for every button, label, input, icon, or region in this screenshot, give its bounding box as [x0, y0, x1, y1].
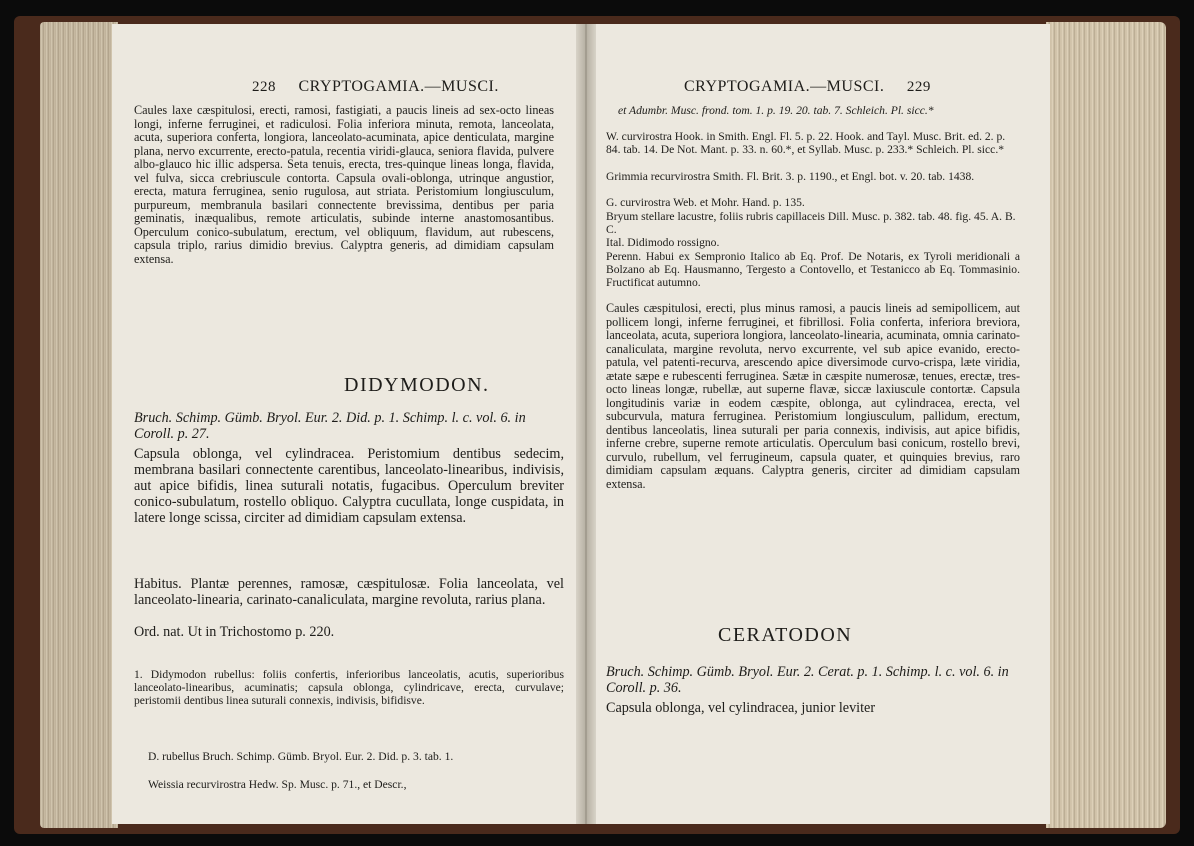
page-edges-right: [1046, 22, 1166, 828]
right-page: [588, 24, 1050, 824]
ceratodon-reference: Bruch. Schimp. Gümb. Bryol. Eur. 2. Cerat. p. 1. Schimp. l. c. vol. 6. in Coroll. p. 36.: [606, 664, 1009, 696]
synonym-d: G. curvirostra Web. et Mohr. Hand. p. 135.: [606, 196, 805, 209]
left-header-title: CRYPTOGAMIA.—MUSCI.: [298, 78, 499, 95]
left-para-1: [134, 104, 554, 266]
genus-reference: Bruch. Schimp. Gümb. Bryol. Eur. 2. Did. p. 1. Schimp. l. c. vol. 6. in Coroll. p. 27.: [134, 410, 526, 442]
genus-description: Capsula oblonga, vel cylindracea. Peristomium dentibus sedecim, membrana basilari connectente carentibus, lanceolato-linearibus, indivisis, aut apice bifidis, linea suturali notatis, fugacibus. Operculum breviter conico-subulatum, rostello obliquo. Calyptra cucullata, longe cuspidata, in latere longe scissa, circiter ad dimidiam capsulam extensa.: [134, 446, 564, 526]
synonym-e: Bryum stellare lacustre, foliis rubris capillaceis Dill. Musc. p. 382. tab. 48. fig. 45. A. B. C.: [606, 210, 1016, 236]
section-title-ceratodon: CERATODON: [718, 624, 853, 646]
synonym-a: et Adumbr. Musc. frond. tom. 1. p. 19. 20. tab. 7. Schleich. Pl. sicc.*: [618, 104, 934, 117]
left-page: [112, 24, 584, 824]
right-running-head: [684, 78, 931, 96]
synonym-line-1: D. rubellus Bruch. Schimp. Gümb. Bryol. Eur. 2. Did. p. 3. tab. 1.: [148, 750, 454, 763]
ord-nat-line: Ord. nat. Ut in Trichostomo p. 220.: [134, 624, 335, 640]
italian-name: Ital. Didimodo rossigno.: [606, 236, 720, 249]
right-page-number: 229: [906, 79, 931, 95]
description-paragraph: Caules laxe cæspitulosi, erecti, ramosi, fastigiati, a paucis lineis ad sex-octo lineas longi, inferne ferruginei, et radiculosi. Folia inferiora minuta, remota, lanceolata, acuta, superiora conferta, longiora, lanceolato-acuminata, apice denticulata, margine plana, nervo excurrente, erecto-patula, recentia viridi-glauca, seniora flavida, pulvere albo-glauco hic illic adspersa. Seta tenuis, erecta, tres-quinque lineas longa, flavida, vel fulva, sicca crebriuscule contorta. Capsula ovali-oblonga, utrinque angustior, erecta, matura ferruginea, senio rugulosa, aut striata. Peristomium longiusculum, purpureum, membranula basilari connectente brevissima, dentibus per paria geminatis, inæqualibus, remote articulatis, subinde interne anastomosantibus. Operculum conico-subulatum, erectum, vel obliquum, flavidum, aut rubescens, capsula triplo, rarius dimidio brevius. Calyptra generis, ad dimidiam capsulam extensa.: [134, 103, 554, 266]
habitus-paragraph: Habitus. Plantæ perennes, ramosæ, cæspitulosæ. Folia lanceolata, vel lanceolato-linearia, carinato-canaliculata, margine revoluta, rarius plana.: [134, 576, 564, 608]
section-title-didymodon: DIDYMODON.: [344, 374, 490, 396]
left-running-head: [252, 78, 499, 96]
synonym-line-2: Weissia recurvirostra Hedw. Sp. Musc. p. 71., et Descr.,: [148, 778, 407, 791]
species-1-diagnosis: 1. Didymodon rubellus: foliis confertis, inferioribus lanceolatis, acutis, superioribus lanceolato-linearibus, acuminatis; capsula oblonga, cylindricave, erecta, curvulave; peristomii dentibus linea suturali connexis, indivisis, bifidisve.: [134, 668, 564, 707]
book-gutter: [576, 24, 596, 824]
ceratodon-description-start: Capsula oblonga, vel cylindracea, junior leviter: [606, 700, 876, 716]
synonym-b: W. curvirostra Hook. in Smith. Engl. Fl. 5. p. 22. Hook. and Tayl. Musc. Brit. ed. 2. p. 84. tab. 14. De Not. Mant. p. 33. n. 60.*, et Syllab. Musc. p. 233.* Schleich. Pl. sicc.*: [606, 130, 1006, 156]
right-header-title: CRYPTOGAMIA.—MUSCI.: [684, 78, 885, 95]
page-edges-left: [40, 22, 118, 828]
species-description: Caules cæspitulosi, erecti, plus minus ramosi, a paucis lineis ad semipollicem, aut pollicem longi, inferne ferruginei, et fibrillosi. Folia conferta, inferiora breviora, lanceolata, acuta, superiora longiora, lanceolato-linearia, acuminata, omnia carinato-canaliculata, margine revoluta, nervo excurrente, vel sub apice evanido, erecto-patula, vel patenti-recurva, arescendo apice diversimode curvo-crispa, læte viridia, ætate sæpe e rubescenti ferruginea. Sætæ in cæspite numerosæ, tenues, erectæ, tres-octo lineas longæ, rubellæ, aut superne flavæ, siccæ laxiuscule contortæ. Capsula longitudinis variæ in eodem cæspite, oblonga, aut cylindracea, erecta, vel subcurvula, matura ferruginea. Peristomium longiusculum, pallidum, erectum, dentibus lanceolatis, linea suturali per paria connexis, indivisis, aut apice bifidis, inferne crebre, superne remote articulatis. Operculum basi conicum, rostello brevi, curvulo, rubellum, vel ferrugineum, capsula quater, et quinquies brevius, raro dimidiam capsulam æquans. Calyptra generis, circiter ad dimidiam capsulam extensa.: [606, 301, 1020, 491]
left-page-number: 228: [252, 79, 276, 95]
perennial-note: Perenn. Habui ex Sempronio Italico ab Eq. Prof. De Notaris, ex Tyroli meridionali a Bolzano ab Eq. Hausmanno, Tergesto a Contovello, et Testanicco ab Eq. Tommasinio. Fructificat autumno.: [606, 250, 1020, 289]
synonym-c: Grimmia recurvirostra Smith. Fl. Brit. 3. p. 1190., et Engl. bot. v. 20. tab. 1438.: [606, 170, 975, 183]
